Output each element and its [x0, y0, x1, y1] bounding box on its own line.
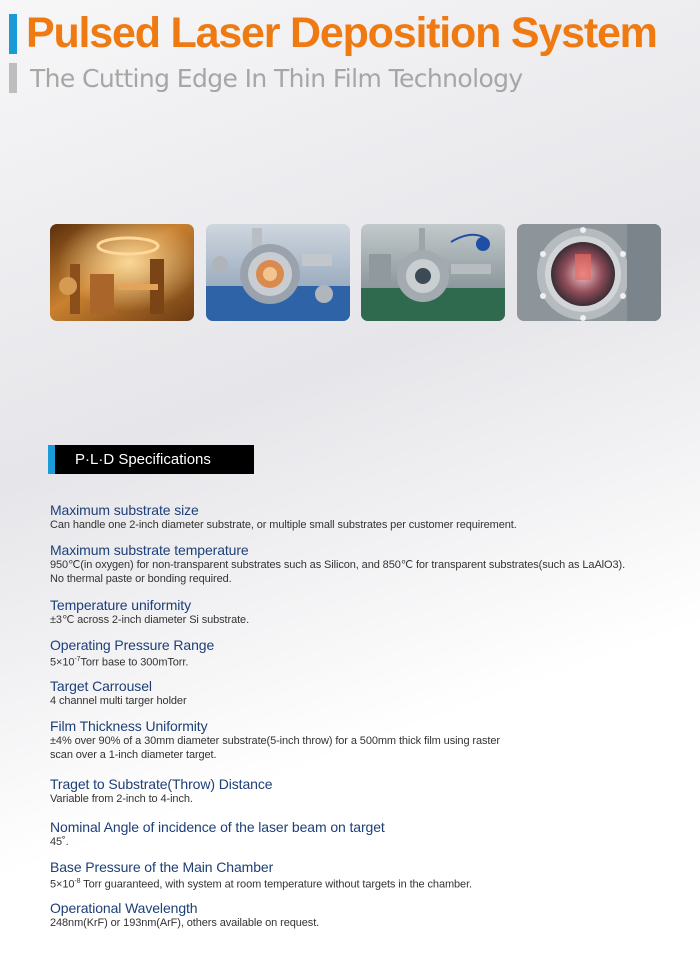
- spec-title: Nominal Angle of incidence of the laser beam on target: [50, 819, 385, 835]
- photo-strip: [50, 224, 662, 321]
- spec-desc-line2: scan over a 1-inch diameter target.: [50, 749, 217, 761]
- spec-item: [50, 678, 187, 708]
- spec-desc: 950℃(in oxygen) for non-transparent substrates such as Silicon, and 850℃ for transparent substrates(such as LaAlO3).: [50, 559, 626, 571]
- spec-item: [50, 502, 517, 532]
- spec-item: [50, 859, 472, 892]
- spec-title: Base Pressure of the Main Chamber: [50, 859, 274, 875]
- spec-item: [50, 597, 249, 627]
- laser-chamber-interior-photo: [50, 224, 194, 321]
- spec-item: [50, 900, 319, 930]
- spec-title: Operating Pressure Range: [50, 637, 215, 653]
- spec-item: [50, 819, 385, 849]
- spec-desc: 248nm(KrF) or 193nm(ArF), others available on request.: [50, 917, 320, 929]
- spec-title: Maximum substrate size: [50, 502, 199, 518]
- spec-desc: $5\times 10^{-7}Torr$ base to 300mTorr.: [50, 656, 189, 669]
- spec-desc: $5\times 10^{-8}$ Torr guaranteed, with system at room temperature without targets in the chamber.: [50, 878, 472, 891]
- chamber-viewport-photo: [517, 224, 661, 321]
- spec-item: [50, 718, 500, 762]
- spec-title: Maximum substrate temperature: [50, 542, 249, 558]
- spec-desc: 45˚.: [50, 836, 69, 848]
- page-title: Pulsed Laser Deposition System: [26, 9, 657, 57]
- deposition-system-overview-photo: [361, 224, 505, 321]
- section-header: P·L·D Specifications: [48, 445, 254, 474]
- spec-item: [50, 542, 625, 586]
- spec-title: Temperature uniformity: [50, 597, 191, 613]
- spec-desc: 4 channel multi targer holder: [50, 695, 187, 707]
- spec-title: Target Carrousel: [50, 678, 152, 694]
- spec-title: Traget to Substrate(Throw) Distance: [50, 776, 273, 792]
- spec-desc: ±4% over 90% of a 30mm diameter substrate(5-inch throw) for a 500mm thick film using raster: [50, 735, 500, 747]
- page-subtitle: The Cutting Edge In Thin Film Technology: [30, 64, 523, 93]
- spec-desc: ±3℃ across 2-inch diameter Si substrate.: [50, 614, 250, 626]
- spec-item: [50, 776, 272, 806]
- spec-desc: Variable from 2-inch to 4-inch.: [50, 793, 193, 805]
- vacuum-chamber-assembly-photo: [206, 224, 350, 321]
- spec-title: Operational Wavelength: [50, 900, 198, 916]
- title-accent-bar: [9, 14, 17, 54]
- spec-title: Film Thickness Uniformity: [50, 718, 208, 734]
- spec-desc: Can handle one 2-inch diameter substrate, or multiple small substrates per customer requirement.: [50, 519, 517, 531]
- subtitle-accent-bar: [9, 63, 17, 93]
- spec-item: [50, 637, 214, 670]
- spec-desc-line2: No thermal paste or bonding required.: [50, 573, 232, 585]
